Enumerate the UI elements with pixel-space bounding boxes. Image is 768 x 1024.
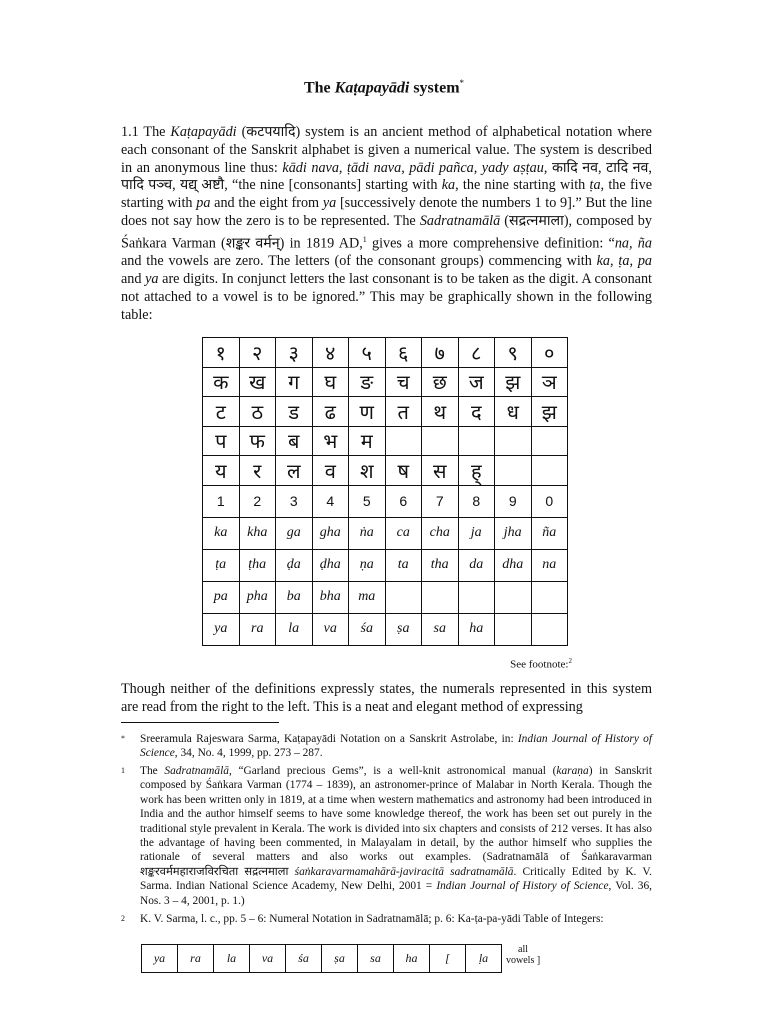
table-cell: bha (312, 581, 349, 613)
table-cell: ña (531, 517, 568, 549)
table-cell: स (422, 456, 459, 486)
footnote-table-cell: śa (286, 945, 322, 973)
table-cell (458, 426, 495, 456)
table-cell: ३ (276, 338, 313, 368)
table-cell: य (203, 456, 240, 486)
table-cell: ga (276, 517, 313, 549)
table-cell: kha (239, 517, 276, 549)
second-paragraph: Though neither of the definitions expressly states, the numerals represented in this system are read from the right to the left. This is a neat and elegant method of expressing (121, 681, 652, 715)
table-cell: २ (239, 338, 276, 368)
table-cell: व (312, 456, 349, 486)
arabic-digit-row (203, 485, 568, 517)
devanagari-letter-row (203, 397, 568, 427)
table-cell: ब (276, 426, 313, 456)
footnote-mark: 1 (121, 766, 125, 775)
transliteration-row (203, 581, 568, 613)
footnote-table-cell: ya (142, 945, 178, 973)
footnote-table-cell: sa (358, 945, 394, 973)
table-cell: jha (495, 517, 532, 549)
table-cell: cha (422, 517, 459, 549)
table-cell: थ (422, 397, 459, 427)
footnote-table-cell: ha (394, 945, 430, 973)
footnote-table-cell: ḷa (466, 945, 502, 973)
table-cell: ba (276, 581, 313, 613)
table-cell: ka (203, 517, 240, 549)
table-cell (531, 581, 568, 613)
footnote-table-tail: all vowels ] (506, 944, 541, 966)
table-cell: 0 (531, 485, 568, 517)
transliteration-row (203, 613, 568, 645)
table-cell: 3 (276, 485, 313, 517)
table-cell: ḍha (312, 549, 349, 581)
footnote-table-cell: ṣa (322, 945, 358, 973)
devanagari-digit-row (203, 338, 568, 368)
table-cell: ट (203, 397, 240, 427)
table-cell (531, 426, 568, 456)
table-cell: त (385, 397, 422, 427)
table-cell: ya (203, 613, 240, 645)
table-cell: ङ (349, 367, 386, 397)
table-cell: ० (531, 338, 568, 368)
table-cell: फ (239, 426, 276, 456)
table-cell: प (203, 426, 240, 456)
table-cell: ma (349, 581, 386, 613)
table-cell: ta (385, 549, 422, 581)
table-cell (531, 613, 568, 645)
table-cell: घ (312, 367, 349, 397)
transliteration-row (203, 549, 568, 581)
footnote-table-cell: [ (430, 945, 466, 973)
table-cell: pa (203, 581, 240, 613)
table-cell: 4 (312, 485, 349, 517)
footnote-table (141, 944, 502, 973)
table-cell: ra (239, 613, 276, 645)
table-cell: ṣa (385, 613, 422, 645)
table-cell: ८ (458, 338, 495, 368)
footnote-mark: * (121, 734, 125, 743)
intro-paragraph: 1.1 The Kaṭapayādi (कटपयादि) system is an ancient method of alphabetical notation where each consonant of the Sanskrit alphabet is given a numerical value. The system is described in an anonymous line thus: kādi nava, ṭādi nava, pādi pañca, yady aṣṭau, कादि नव, टादि नव, पादि पञ्च, यद्य् अष्टौ, “the nine [consonants] starting with ka, the nine starting with ṭa, the five starting with pa and the eight from ya [successively denote the numbers 1 to 9].” But the line does not say how the zero is to be represented. The Sadratnamālā (सद्रत्नमाला), composed by Śaṅkara Varman (शङ्कर वर्मन्) in 1819 AD,$^1$ gives a more comprehensive definition: “na, ña and the vowels are zero. The letters (of the consonant groups) commencing with ka, ṭa, pa and ya are digits. In conjunct letters the last consonant is to be taken as the digit. A consonant not attached to a vowel is to be ignored.” This may be graphically shown in the following table: (121, 124, 653, 323)
table-cell: ṇa (349, 549, 386, 581)
table-cell: झ (531, 397, 568, 427)
table-cell: ḍa (276, 549, 313, 581)
table-cell (495, 581, 532, 613)
table-cell: च (385, 367, 422, 397)
table-cell: म (349, 426, 386, 456)
table-cell: ca (385, 517, 422, 549)
table-cell (385, 426, 422, 456)
table-cell (458, 581, 495, 613)
table-cell: 2 (239, 485, 276, 517)
table-cell: ढ (312, 397, 349, 427)
footnote-2: 2 K. V. Sarma, l. c., pp. 5 – 6: Numeral Notation in Sadratnamālā; p. 6: Ka-ṭa-pa-yādi Table of Integers: (121, 913, 604, 925)
table-cell: śa (349, 613, 386, 645)
footnote-table-cell: la (214, 945, 250, 973)
table-cell (495, 426, 532, 456)
title-footnote-mark: * (459, 78, 465, 88)
footnote-ref-1: 1 (362, 234, 367, 244)
table-cell: ṭa (203, 549, 240, 581)
table-cell: ख (239, 367, 276, 397)
table-cell: ञ (531, 367, 568, 397)
table-cell: 8 (458, 485, 495, 517)
devanagari-letter-row (203, 426, 568, 456)
table-cell: ठ (239, 397, 276, 427)
transliteration-row (203, 517, 568, 549)
table-cell: १ (203, 338, 240, 368)
table-cell (531, 456, 568, 486)
table-cell: छ (422, 367, 459, 397)
table-cell: la (276, 613, 313, 645)
table-cell: dha (495, 549, 532, 581)
table-cell: ल (276, 456, 313, 486)
footnote-table-cell: ra (178, 945, 214, 973)
table-cell: ५ (349, 338, 386, 368)
table-cell: gha (312, 517, 349, 549)
table-cell: ड (276, 397, 313, 427)
katapayadi-table (202, 337, 568, 646)
table-cell: 7 (422, 485, 459, 517)
table-cell (495, 456, 532, 486)
table-cell: ष (385, 456, 422, 486)
table-cell: ४ (312, 338, 349, 368)
table-cell: ṅa (349, 517, 386, 549)
table-cell: tha (422, 549, 459, 581)
page-title: The Kaṭapayādi system* (303, 78, 465, 97)
devanagari-letter-row (203, 367, 568, 397)
see-footnote-note: See footnote:$^2$ (510, 657, 572, 671)
footnote-star: * Sreeramula Rajeswara Sarma, Kaṭapayādi Notation on a Sanskrit Astrolabe, in: Indian Journal of History of Science, 34, No. 4, 1999, pp. 273 – 287. (121, 733, 652, 760)
table-cell: ९ (495, 338, 532, 368)
table-cell: क (203, 367, 240, 397)
footnote-1: 1 The Sadratnamālā, “Garland precious Gems”, is a well-knit astronomical manual (karaṇa) in Sanskrit composed by Śaṅkara Varman (1774 – 1839), an astronomer-prince of Malabar in North Kerala. Though the work has been written only in 1819, at a time when western mathematics and astronomy had been introduced in India and the author himself seems to have some knowledge thereof, the work has been set out purely in the traditional style prevalent in Kerala. The work is divided into six chapters and consists of 212 verses. It has also the advantage of having been commented, in Malayalam in detail, by the author himself who supplies the rationale of several matters and also works out examples. (Sadratnamālā of Śaṅkaravarman शङ्करवर्ममहाराजविरचिता सद्रत्नमाला śaṅkaravarmamahārā-javiracitā sadratnamālā. Critically Edited by K. V. Sarma. Indian National Science Academy, New Delhi, 2001 = Indian Journal of History of Science, Vol. 36, Nos. 3 – 4, 2001, p. 1.) (121, 765, 653, 907)
table-cell: ja (458, 517, 495, 549)
table-cell (495, 613, 532, 645)
table-cell: ण (349, 397, 386, 427)
table-cell: ह् (458, 456, 495, 486)
footnote-table-cell: va (250, 945, 286, 973)
footnote-mark: 2 (121, 914, 125, 923)
table-cell: da (458, 549, 495, 581)
table-cell: ग (276, 367, 313, 397)
table-cell: ज (458, 367, 495, 397)
table-cell: र (239, 456, 276, 486)
table-cell (385, 581, 422, 613)
table-cell: 6 (385, 485, 422, 517)
table-cell (422, 581, 459, 613)
table-cell: ha (458, 613, 495, 645)
table-cell: भ (312, 426, 349, 456)
table-cell: sa (422, 613, 459, 645)
table-cell: झ (495, 367, 532, 397)
table-cell: ध (495, 397, 532, 427)
table-cell: 9 (495, 485, 532, 517)
table-cell: द (458, 397, 495, 427)
footnote-divider (121, 722, 279, 723)
table-cell: ६ (385, 338, 422, 368)
table-cell: ṭha (239, 549, 276, 581)
table-cell: va (312, 613, 349, 645)
devanagari-letter-row (203, 456, 568, 486)
table-cell (422, 426, 459, 456)
table-cell: na (531, 549, 568, 581)
table-cell: 5 (349, 485, 386, 517)
table-cell: श (349, 456, 386, 486)
table-cell: ७ (422, 338, 459, 368)
table-cell: pha (239, 581, 276, 613)
table-cell: 1 (203, 485, 240, 517)
